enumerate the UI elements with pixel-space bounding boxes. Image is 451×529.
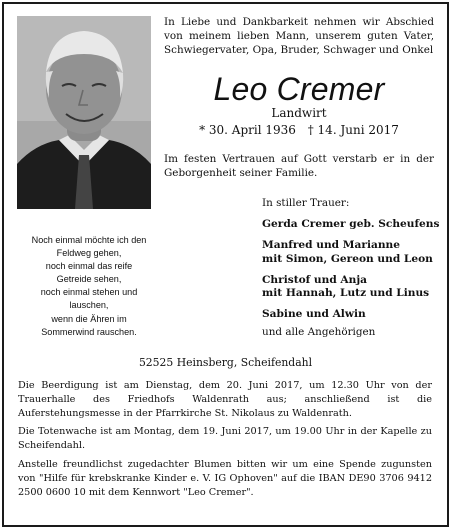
poem-line: lauschen, bbox=[69, 300, 109, 311]
intro-text: In Liebe und Dankbarkeit nehmen wir Abschied von meinem lieben Mann, unserem guten Vater, Schwiegervater, Opa, Bruder, Schwager und Onkel bbox=[164, 16, 434, 57]
mourner-group bbox=[262, 308, 440, 321]
funeral-paragraph: Die Beerdigung ist am Dienstag, dem 20. Juni 2017, um 12.30 Uhr von der Trauerhalle des Friedhofs Waldenrath aus; anschließend ist die Auferstehungsmesse in der Pfarrkirche St. Nikolaus zu Waldenrath. bbox=[18, 380, 432, 419]
mourner-group bbox=[262, 239, 440, 266]
mourner-group bbox=[262, 218, 440, 231]
service-details bbox=[18, 379, 432, 504]
poem-line: noch einmal stehen und bbox=[40, 287, 138, 298]
mourner-line: Sabine und Alwin bbox=[262, 308, 366, 321]
memorial-poem bbox=[15, 234, 163, 339]
mourner-line: mit Hannah, Lutz und Linus bbox=[262, 287, 430, 300]
portrait-photo bbox=[17, 16, 151, 209]
deceased-name: Leo Cremer bbox=[213, 71, 385, 107]
location: 52525 Heinsberg, Scheifendahl bbox=[138, 356, 313, 369]
donation-paragraph: Anstelle freundlichst zugedachter Blumen bitten wir um eine Spende zugunsten von "Hilfe für krebskranke Kinder e. V. IG Ophoven" auf die IBAN DE90 3706 9412 2500 0600 10 mit dem Kennwort "Leo Cremer". bbox=[18, 458, 432, 498]
mourners-list bbox=[262, 218, 440, 330]
other-relatives: und alle Angehörigen bbox=[262, 326, 376, 338]
profession: Landwirt bbox=[271, 106, 327, 120]
portrait-illustration bbox=[17, 16, 151, 209]
poem-line: noch einmal das reife bbox=[45, 261, 133, 272]
mourning-label: In stiller Trauer: bbox=[262, 197, 350, 209]
poem-line: Sommerwind rauschen. bbox=[41, 326, 137, 337]
mourner-line: Manfred und Marianne bbox=[262, 239, 400, 252]
poem-line: Getreide sehen, bbox=[56, 274, 122, 285]
mourner-group bbox=[262, 274, 440, 301]
death-date: † 14. Juni 2017 bbox=[307, 123, 399, 137]
faith-statement: Im festen Vertrauen auf Gott verstarb er in der Geborgenheit seiner Familie. bbox=[164, 153, 434, 180]
mourner-line: Christof und Anja bbox=[262, 273, 368, 286]
birth-date: * 30. April 1936 bbox=[199, 123, 296, 137]
mourner-line: mit Simon, Gereon und Leon bbox=[262, 252, 433, 265]
wake-paragraph: Die Totenwache ist am Montag, dem 19. Juni 2017, um 19.00 Uhr in der Kapelle zu Scheifendahl. bbox=[18, 426, 432, 452]
poem-line: Feldweg gehen, bbox=[56, 248, 122, 259]
mourner-line: Gerda Cremer geb. Scheufens bbox=[262, 218, 440, 230]
poem-line: Noch einmal möchte ich den bbox=[31, 235, 147, 245]
poem-line: wenn die Ähren im bbox=[51, 313, 127, 324]
life-dates bbox=[164, 123, 434, 138]
